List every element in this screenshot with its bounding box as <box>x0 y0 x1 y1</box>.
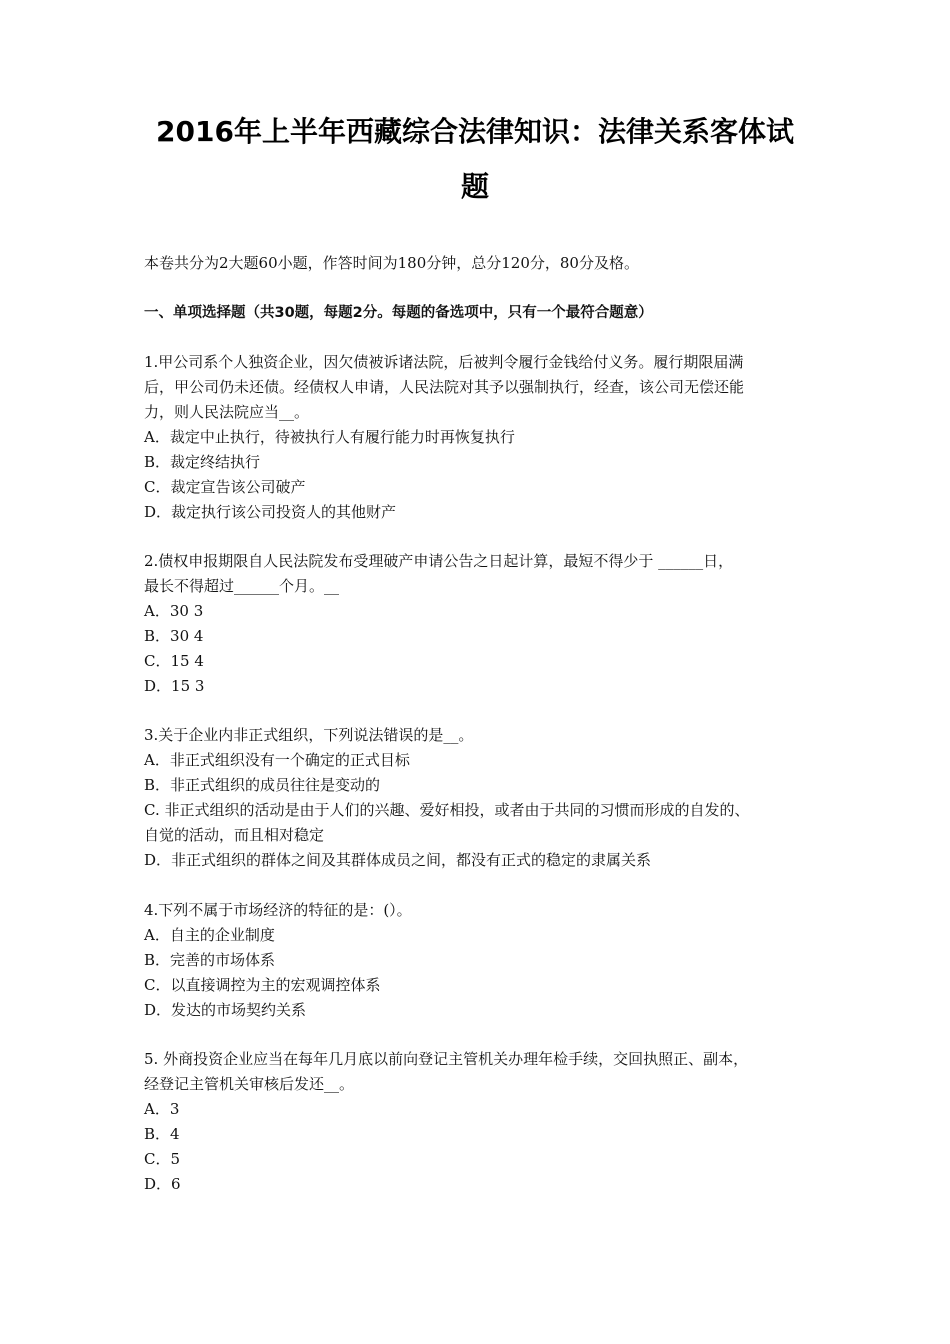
question-1-option-d: D．裁定执行该公司投资人的其他财产 <box>144 503 397 521</box>
question-3-option-c-cont: 自觉的活动，而且相对稳定 <box>144 826 325 844</box>
question-3-option-c: C. 非正式组织的活动是由于人们的兴趣、爱好相投，或者由于共同的习惯而形成的自发的、 <box>144 801 750 819</box>
section-heading: 一、单项选择题（共30题，每题2分。每题的备选项中，只有一个最符合题意） <box>144 305 653 321</box>
question-5-option-c: C．5 <box>144 1150 181 1168</box>
question-5-option-b: B．4 <box>144 1125 180 1143</box>
question-1-stem: 力，则人民法院应当__。 <box>144 403 310 421</box>
question-3-stem: 3.关于企业内非正式组织，下列说法错误的是__。 <box>144 726 474 744</box>
question-1-option-c: C．裁定宣告该公司破产 <box>144 478 306 496</box>
question-1-option-b: B．裁定终结执行 <box>144 453 261 471</box>
question-4-option-d: D．发达的市场契约关系 <box>144 1001 307 1019</box>
question-2-option-b: B．30 4 <box>144 627 204 645</box>
question-2-option-c: C．15 4 <box>144 652 204 670</box>
question-5-stem: 5. 外商投资企业应当在每年几月底以前向登记主管机关办理年检手续，交回执照正、副本， <box>144 1050 749 1068</box>
question-3-option-b: B．非正式组织的成员往往是变动的 <box>144 776 381 794</box>
question-1-stem: 1.甲公司系个人独资企业，因欠债被诉诸法院，后被判令履行金钱给付义务。履行期限届满 <box>144 353 744 371</box>
exam-intro: 本卷共分为2大题60小题，作答时间为180分钟，总分120分，80分及格。 <box>144 254 639 272</box>
question-4-option-b: B．完善的市场体系 <box>144 951 276 969</box>
question-5-option-a: A．3 <box>144 1100 180 1118</box>
question-4-option-a: A．自主的企业制度 <box>144 926 275 944</box>
question-2-stem: 2.债权申报期限自人民法院发布受理破产申请公告之日起计算，最短不得少于 ______日， <box>144 552 734 570</box>
question-5-option-d: D．6 <box>144 1175 181 1193</box>
question-2-option-a: A．30 3 <box>144 602 204 620</box>
question-5-stem: 经登记主管机关审核后发还__。 <box>144 1075 355 1093</box>
document-title-line-2: 题 <box>460 170 489 203</box>
question-1-option-a: A．裁定中止执行，待被执行人有履行能力时再恢复执行 <box>144 428 515 446</box>
question-2-stem: 最长不得超过______个月。__ <box>144 577 340 595</box>
question-3-option-d: D．非正式组织的群体之间及其群体成员之间，都没有正式的稳定的隶属关系 <box>144 851 652 869</box>
question-3-option-a: A．非正式组织没有一个确定的正式目标 <box>144 751 410 769</box>
question-4-stem: 4.下列不属于市场经济的特征的是：(）。 <box>144 901 412 919</box>
question-1-stem: 后，甲公司仍未还债。经债权人申请，人民法院对其予以强制执行，经查，该公司无偿还能 <box>144 378 745 396</box>
document-title-line-1: 2016年上半年西藏综合法律知识：法律关系客体试 <box>156 115 794 148</box>
question-4-option-c: C．以直接调控为主的宏观调控体系 <box>144 976 381 994</box>
question-2-option-d: D．15 3 <box>144 677 205 695</box>
